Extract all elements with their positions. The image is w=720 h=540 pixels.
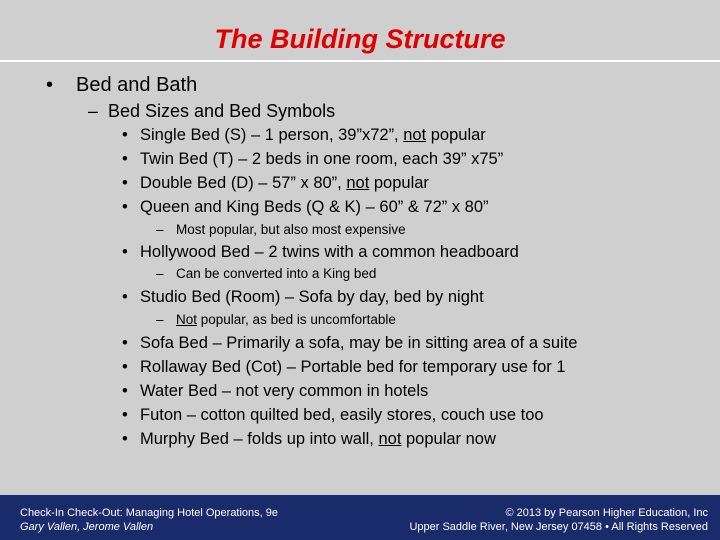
bullet-marker: • [122, 288, 128, 306]
dash-marker: – [88, 101, 99, 121]
note-hollywood: Can be converted into a King bed [176, 266, 377, 281]
note-queen-king: Most popular, but also most expensive [176, 222, 406, 237]
dash-marker: – [156, 266, 164, 281]
dash-marker: – [156, 312, 164, 327]
bullet-marker: • [122, 150, 128, 168]
bullet-marker: • [122, 334, 128, 352]
title-divider [0, 60, 720, 62]
bullet-marker: • [122, 126, 128, 144]
slide-title: The Building Structure [214, 24, 506, 54]
item-hollywood-bed: Hollywood Bed – 2 twins with a common headboard [140, 243, 519, 261]
dash-marker: – [156, 222, 164, 237]
item-futon: Futon – cotton quilted bed, easily stores, couch use too [140, 406, 544, 424]
item-single-bed: Single Bed (S) – 1 person, 39”x72”, not popular [140, 126, 486, 144]
bullet-marker: • [122, 430, 128, 448]
footer-copyright: © 2013 by Pearson Higher Education, Inc [505, 507, 708, 519]
item-studio-bed: Studio Bed (Room) – Sofa by day, bed by night [140, 288, 484, 306]
bullet-marker: • [122, 358, 128, 376]
bullet-marker: • [122, 382, 128, 400]
bullet-marker: • [122, 198, 128, 216]
footer-address: Upper Saddle River, New Jersey 07458 • All Rights Reserved [409, 521, 708, 533]
item-sofa-bed: Sofa Bed – Primarily a sofa, may be in sitting area of a suite [140, 334, 578, 352]
bullet-marker: • [122, 243, 128, 261]
footer-authors: Gary Vallen, Jerome Vallen [20, 521, 154, 533]
item-murphy-bed: Murphy Bed – folds up into wall, not popular now [140, 430, 496, 448]
item-water-bed: Water Bed – not very common in hotels [140, 382, 429, 400]
bullet-marker: • [46, 74, 54, 96]
note-studio: Not popular, as bed is uncomfortable [176, 312, 396, 327]
bullet-marker: • [122, 406, 128, 424]
footer-book-title: Check-In Check-Out: Managing Hotel Operations, 9e [20, 507, 279, 519]
item-queen-king-bed: Queen and King Beds (Q & K) – 60” & 72” x 80” [140, 198, 489, 216]
bullet-bed-sizes: Bed Sizes and Bed Symbols [108, 101, 336, 121]
footer-bar [0, 495, 720, 540]
item-rollaway-bed: Rollaway Bed (Cot) – Portable bed for temporary use for 1 [140, 358, 566, 376]
item-twin-bed: Twin Bed (T) – 2 beds in one room, each 39” x75” [140, 150, 504, 168]
bullet-marker: • [122, 174, 128, 192]
item-double-bed: Double Bed (D) – 57” x 80”, not popular [140, 174, 429, 192]
bullet-bed-and-bath: Bed and Bath [76, 74, 198, 96]
